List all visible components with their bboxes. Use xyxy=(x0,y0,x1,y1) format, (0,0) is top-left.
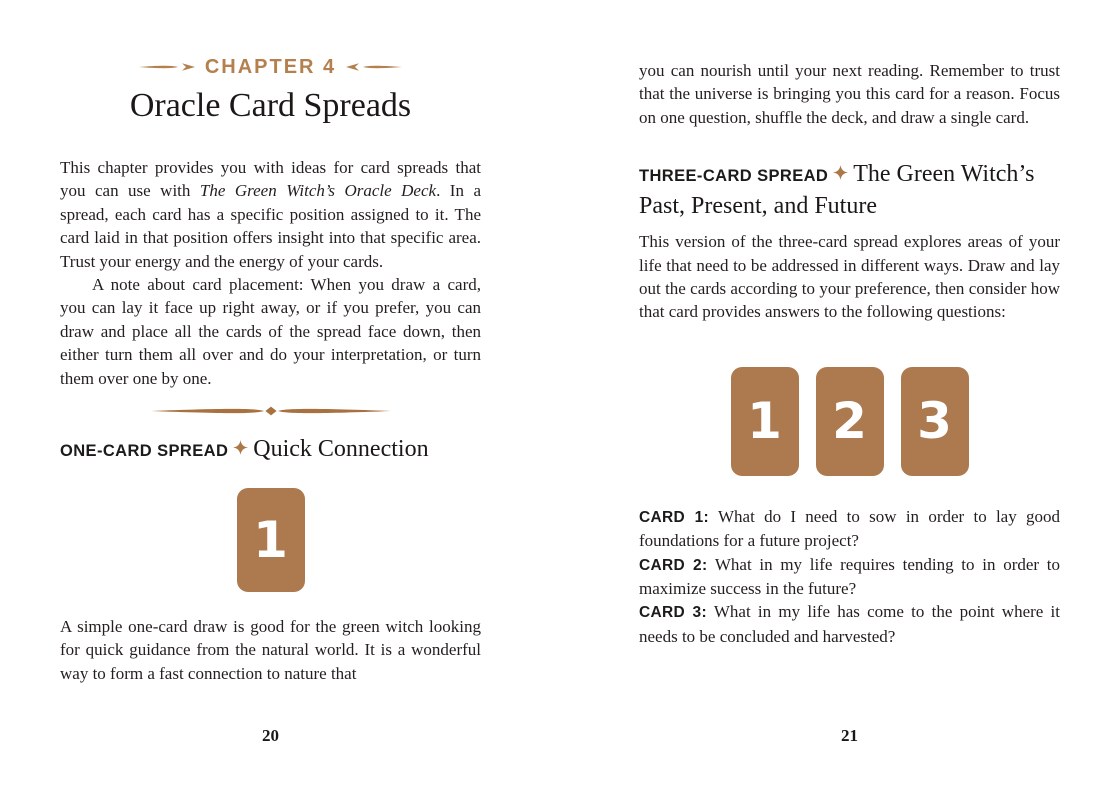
card-questions-list xyxy=(639,505,1060,648)
card-number: 3 xyxy=(917,392,952,451)
one-card-spread-heading xyxy=(60,434,481,466)
one-card-layout xyxy=(60,488,481,592)
chapter-label: CHAPTER 4 xyxy=(204,55,337,78)
card-question-text: What in my life requires tending to in order to maximize success in the future? xyxy=(639,554,1060,599)
spread-card xyxy=(901,367,969,476)
four-pointed-star-icon xyxy=(833,165,848,180)
spread-title: Quick Connection xyxy=(253,436,429,463)
one-card-description: A simple one-card draw is good for the green witch looking for quick guidance from the natural world. It is a wonderful way to form a fast connection to nature that xyxy=(60,617,481,683)
intro-text-after: . In a spread, each card has a specific position assigned to it. The card laid in that position offers insight into that specific area. Trust your energy and the energy of your cards. xyxy=(60,181,481,271)
left-page xyxy=(60,50,481,760)
page-number-left: 20 xyxy=(262,726,279,745)
card-question-text: What in my life has come to the point where it needs to be concluded and harvested? xyxy=(639,602,1060,646)
spread-title: The Green Witch’s Past, Present, and Future xyxy=(639,161,1035,220)
spread-card xyxy=(237,488,305,592)
chapter-title: Oracle Card Spreads xyxy=(129,87,412,124)
card-number: 2 xyxy=(832,392,867,451)
card-question xyxy=(639,505,1060,553)
note-paragraph: A note about card placement: When you draw a card, you can lay it face up right away, or if you prefer, you can draw and place all the cards of the spread face down, then either turn them all over and do your interpretation, or turn them over one by one. xyxy=(60,275,481,388)
spread-label: THREE-CARD SPREAD xyxy=(639,167,829,186)
card-number: 1 xyxy=(747,392,782,451)
three-card-description: This version of the three-card spread explores areas of your life that need to be addressed in different ways. Draw and lay out the cards according to your preference, then consider how that card provides answers to the following questions: xyxy=(639,232,1060,322)
right-page xyxy=(639,50,1060,760)
chapter-header xyxy=(60,56,481,78)
card-number: 1 xyxy=(253,511,288,570)
continuation-paragraph: you can nourish until your next reading. Remember to trust that the universe is bringing you this card for a reason. Focus on one question, shuffle the deck, and draw a single card. xyxy=(639,61,1060,127)
chapter-arrow-left-icon xyxy=(139,61,195,73)
intro-text-before: This chapter provides you with ideas for card spreads that you can use with xyxy=(60,158,481,201)
card-question-label: CARD 1: xyxy=(639,508,709,526)
intro-paragraph xyxy=(60,156,481,273)
spread-card xyxy=(731,367,799,476)
deck-title-italic: The Green Witch’s Oracle Deck xyxy=(199,181,437,201)
card-question xyxy=(639,553,1060,601)
page-number-right: 21 xyxy=(841,726,858,745)
spread-label: ONE-CARD SPREAD xyxy=(60,442,229,461)
three-card-layout xyxy=(639,367,1060,476)
four-pointed-star-icon xyxy=(233,440,248,455)
card-question xyxy=(639,600,1060,648)
three-card-spread-heading xyxy=(639,159,1060,221)
card-question-label: CARD 2: xyxy=(639,556,708,574)
chapter-arrow-right-icon xyxy=(346,61,402,73)
card-question-label: CARD 3: xyxy=(639,604,707,622)
spread-card xyxy=(816,367,884,476)
card-question-text: What do I need to sow in order to lay good foundations for a future project? xyxy=(639,506,1061,551)
ornament-divider xyxy=(60,404,481,418)
